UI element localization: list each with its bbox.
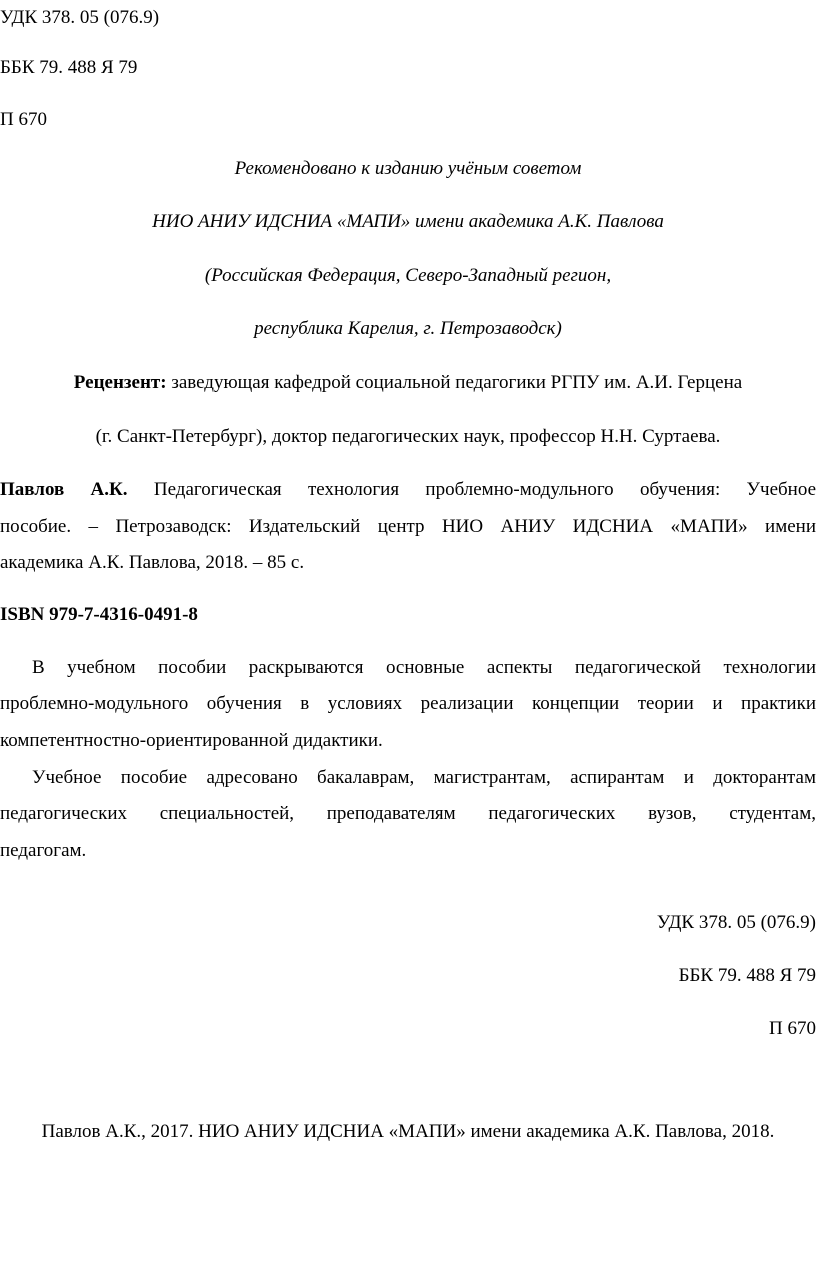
- abstract-p1-line-1: В учебном пособии раскрываются основные аспекты педагогической технологии: [32, 657, 816, 678]
- citation-line-3: академика А.К. Павлова, 2018. – 85 с.: [0, 552, 305, 573]
- isbn: ISBN 979-7-4316-0491-8: [0, 604, 198, 625]
- recommendation-line-1: Рекомендовано к изданию учёным советом: [234, 158, 582, 179]
- abstract-p2-line-3: педагогам.: [0, 840, 87, 861]
- citation-line-2: пособие. – Петрозаводск: Издательский центр НИО АНИУ ИДСНИА «МАПИ» имени: [0, 516, 816, 537]
- recommendation-line-3: (Российская Федерация, Северо-Западный регион,: [204, 265, 612, 286]
- citation-line-1: [0, 478, 816, 502]
- abstract-p2-line-1: Учебное пособие адресовано бакалаврам, магистрантам, аспирантам и докторантам: [32, 767, 816, 788]
- copyright-line: Павлов А.К., 2017. НИО АНИУ ИДСНИА «МАПИ» имени академика А.К. Павлова, 2018.: [41, 1121, 775, 1142]
- bbk-code-right: ББК 79. 488 Я 79: [678, 965, 816, 986]
- udk-code-right: УДК 378. 05 (076.9): [656, 912, 816, 933]
- author-mark: П 670: [0, 109, 47, 130]
- recommendation-line-2: НИО АНИУ ИДСНИА «МАПИ» имени академика А.К. Павлова: [152, 211, 664, 232]
- abstract-p2-line-2: педагогических специальностей, преподавателям педагогических вузов, студентам,: [0, 803, 816, 824]
- reviewer-line-2: (г. Санкт-Петербург), доктор педагогических наук, профессор Н.Н. Суртаева.: [95, 426, 721, 447]
- bbk-code: ББК 79. 488 Я 79: [0, 57, 138, 78]
- udk-code: УДК 378. 05 (076.9): [0, 7, 160, 28]
- abstract-p1-line-2: проблемно-модульного обучения в условиях реализации концепции теории и практики: [0, 693, 816, 714]
- recommendation-line-4: республика Карелия, г. Петрозаводск): [254, 318, 562, 339]
- citation-text-1: Педагогическая технология проблемно-модульного обучения: Учебное: [127, 479, 816, 500]
- reviewer-text-1: заведующая кафедрой социальной педагогики РГПУ им. А.И. Герцена: [166, 372, 743, 393]
- reviewer-line-1: [0, 371, 816, 395]
- abstract-p1-line-3: компетентностно-ориентированной дидактики.: [0, 730, 383, 751]
- author-mark-right: П 670: [769, 1018, 816, 1039]
- reviewer-label: Рецензент:: [73, 372, 167, 393]
- citation-author: Павлов А.К.: [0, 479, 128, 500]
